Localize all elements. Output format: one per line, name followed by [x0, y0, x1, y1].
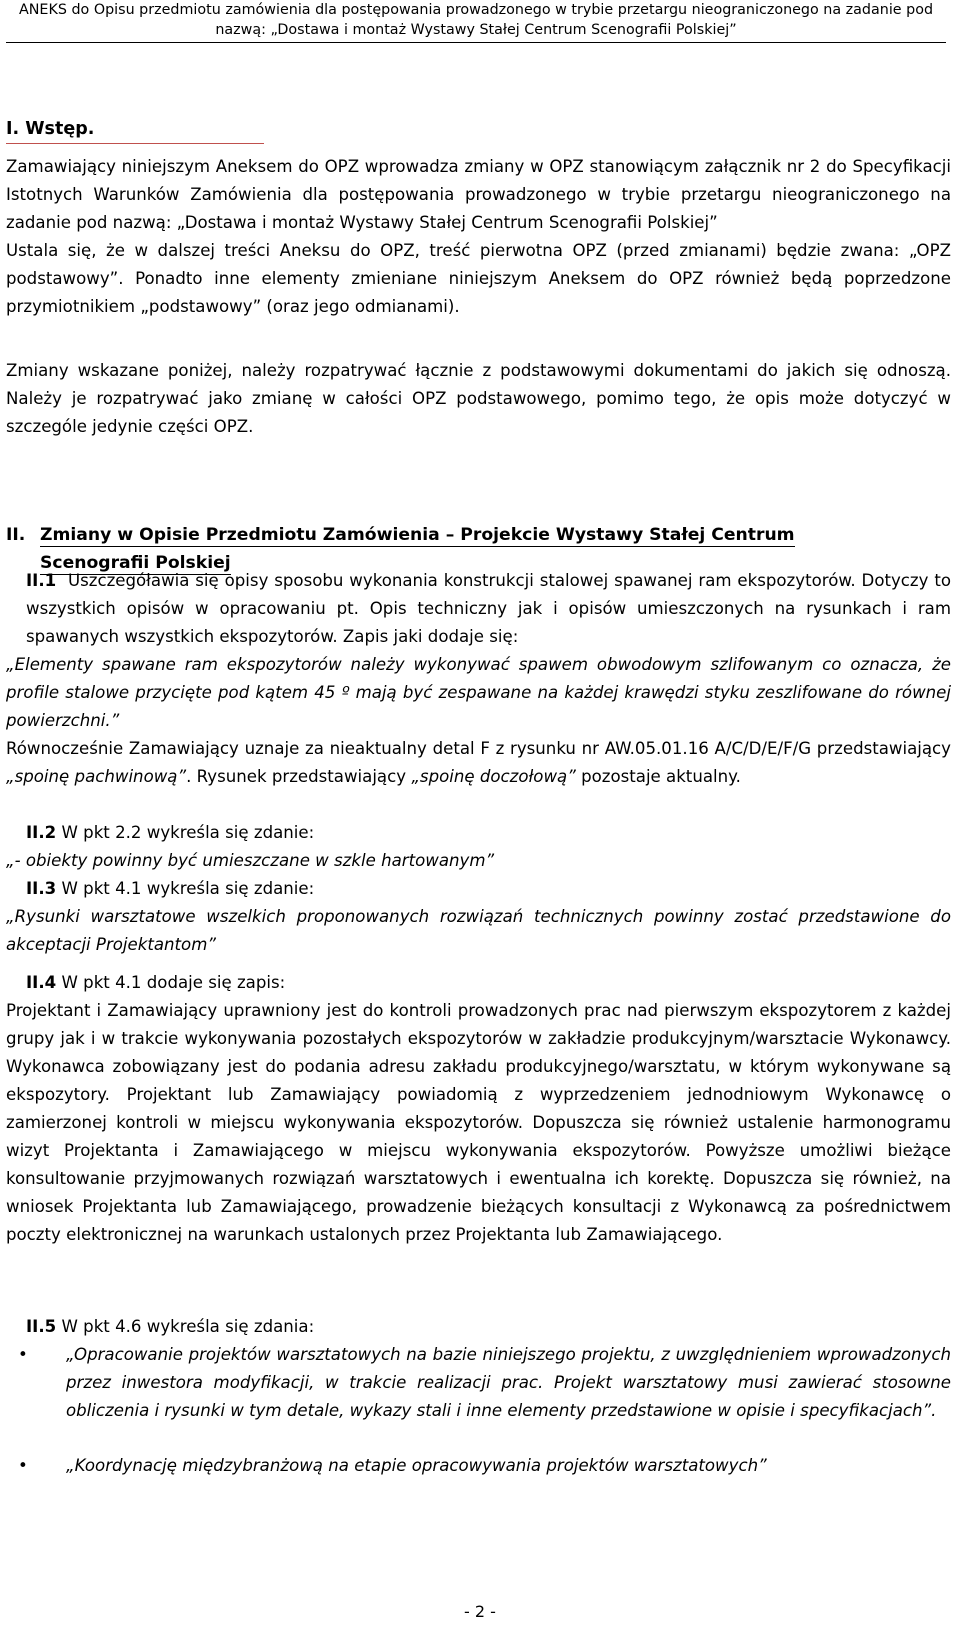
intro-paragraph: Zamawiający niniejszym Aneksem do OPZ wprowadza zmiany w OPZ stanowiącym załącznik nr 2 do Specyfikacji Istotnych Warunków Zamówienia dla postępowania prowadzonego w trybie przetargu nieograniczonego na zadanie pod nazwą: „Dostawa i montaż Wystawy Stałej Centrum Scenografii Polskiej” — [6, 157, 951, 232]
item-2-2 — [26, 819, 951, 847]
item-text: W pkt 2.2 wykreśla się zdanie: — [61, 823, 315, 842]
list-item — [6, 1341, 951, 1425]
header-line-1: ANEKS do Opisu przedmiotu zamówienia dla postępowania prowadzonego w trybie przetargu nieograniczonego na zadanie pod — [18, 2, 934, 18]
detail-text-c: . Rysunek przedstawiający — [186, 767, 412, 786]
page-number: - 2 - — [464, 1602, 496, 1621]
list-item — [6, 1452, 951, 1480]
item-2-5 — [26, 1313, 951, 1341]
detail-text-e: pozostaje aktualny. — [575, 767, 741, 786]
item-number: II.1 — [26, 571, 57, 590]
quote-text: „Rysunki warsztatowe wszelkich proponowanych rozwiązań technicznych powinny zostać przedstawione do akceptacji Projektantom” — [6, 907, 951, 954]
item-text: Uszczegóławia się opisy sposobu wykonania konstrukcji stalowej spawanej ram ekspozytorów. Dotyczy to wszystkich opisów w opracowaniu pt. Opis techniczny jak i opisów umieszczonych na rysunkach i ram spawanych wszystkich ekspozytorów. Zapis jaki dodaje się: — [26, 571, 951, 646]
document-header — [6, 0, 946, 43]
item-2-1 — [26, 567, 951, 651]
section-2-number: II. — [6, 525, 26, 545]
item-number: II.4 — [26, 973, 57, 992]
header-line-2: nazwą: „Dostawa i montaż Wystawy Stałej Centrum Scenografii Polskiej” — [215, 22, 737, 38]
bullet-icon: • — [18, 1345, 28, 1364]
list-item-text: „Koordynację międzybranżową na etapie opracowywania projektów warsztatowych” — [66, 1456, 767, 1475]
scope-paragraph: Zmiany wskazane poniżej, należy rozpatrywać łącznie z podstawowymi dokumentami do jakich się odnoszą. Należy je rozpatrywać jako zmianę w całości OPZ podstawowego, pomimo tego, że opis może dotyczyć w szczególe jedynie części OPZ. — [6, 361, 951, 436]
item-2-4 — [26, 969, 951, 997]
item-2-3-quote — [6, 903, 951, 959]
detail-paragraph — [6, 735, 951, 791]
welding-quote — [6, 651, 951, 735]
inspection-paragraph: Projektant i Zamawiający uprawniony jest do kontroli prowadzonych prac nad pierwszym ekspozytorem z każdej grupy jak i w trakcie wykonywania pozostałych ekspozytorów w zakładzie produkcyjnym/warsztacie Wykonawcy. Wykonawca zobowiązany jest do podania adresu zakładu produkcyjnego/warsztatu, w którym wykonywane są ekspozytory. Projektant lub Zamawiający powiadomią z wyprzedzeniem jednodniowym Wykonawcę o zamierzonej kontroli w miejscu wykonywania ekspozytorów. Dopuszcza się również ustalenie harmonogramu wizyt Projektanta i Zamawiającego w miejscu wykonywania ekspozytorów. Powyższe umożliwi bieżące konsultowanie przyjmowanych rozwiązań warsztatowych i ewentualna ich korektę. Dopuszcza się również, na wniosek Projektanta lub Zamawiającego, prowadzenie bieżących konsultacji z Wykonawcą za pośrednictwem poczty elektronicznej na warunkach ustalonych przez Projektanta lub Zamawiającego. — [6, 1001, 951, 1244]
item-number: II.5 — [26, 1317, 57, 1336]
definition-paragraph: Ustala się, że w dalszej treści Aneksu do OPZ, treść pierwotna OPZ (przed zmianami) będzie zwana: „OPZ podstawowy”. Ponadto inne elementy zmieniane niniejszym Aneksem do OPZ również będą poprzedzone przymiotnikiem „podstawowy” (oraz jego odmianami). — [6, 241, 951, 316]
detail-text-d: „spoinę doczołową” — [411, 767, 576, 786]
section-2-title-line-1: Zmiany w Opisie Przedmiotu Zamówienia – Projekcie Wystawy Stałej Centrum — [40, 525, 795, 545]
detail-text-a: Równocześnie Zamawiający uznaje za nieaktualny detal F z rysunku nr AW.05.01.16 A/C/D/E/F/G przedstawiający — [6, 739, 951, 758]
quote-text: „Elementy spawane ram ekspozytorów należy wykonywać spawem obwodowym szlifowanym co oznacza, że profile stalowe przycięte pod kątem 45 º mają być zespawane na każdej krawędzi styku zeszlifowane do równej powierzchni.” — [6, 655, 951, 730]
detail-text-b: „spoinę pachwinową” — [6, 767, 187, 786]
section-2-title-line-2: Scenografii Polskiej — [40, 553, 231, 573]
item-text: W pkt 4.1 dodaje się zapis: — [61, 973, 286, 992]
item-number: II.3 — [26, 879, 57, 898]
item-2-3 — [26, 875, 951, 903]
bullet-icon: • — [18, 1456, 28, 1475]
section-1-heading: I. Wstęp. — [6, 115, 264, 144]
item-text: W pkt 4.1 wykreśla się zdanie: — [61, 879, 315, 898]
item-number: II.2 — [26, 823, 57, 842]
quote-text: „- obiekty powinny być umieszczane w szkle hartowanym” — [6, 851, 495, 870]
item-text: W pkt 4.6 wykreśla się zdania: — [61, 1317, 315, 1336]
list-item-text: „Opracowanie projektów warsztatowych na bazie niniejszego projektu, z uwzględnieniem wprowadzonych przez inwestora modyfikacji, w trakcie realizacji prac. Projekt warsztatowy musi zawierać stosowne obliczenia i rysunki w tym detale, wykazy stali i inne elementy przedstawione w opisie i specyfikacjach”. — [66, 1345, 951, 1420]
item-2-2-quote — [6, 847, 951, 875]
